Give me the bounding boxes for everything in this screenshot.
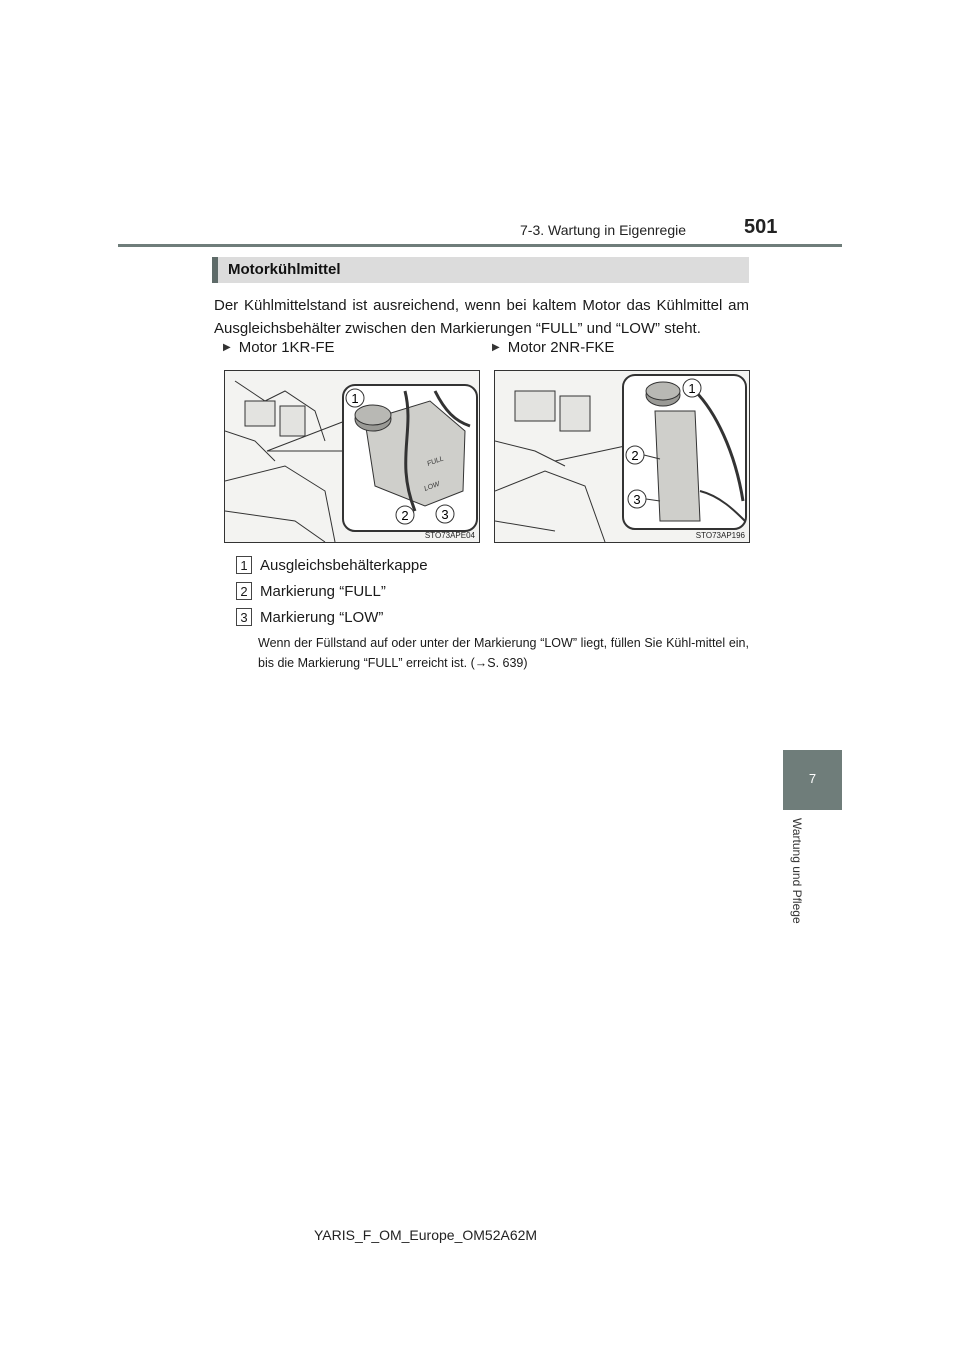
figure-code-1kr: STO73APE04 (424, 531, 475, 540)
chapter-tab: 7 (783, 750, 842, 810)
tank-mark-low: LOW (423, 480, 441, 493)
triangle-bullet-icon: ▶ (223, 342, 231, 353)
marker-2: 2 (631, 448, 639, 463)
legend-text: Ausgleichsbehälterkappe (260, 557, 428, 574)
figure-label-2nr: ▶ Motor 2NR-FKE (492, 339, 615, 356)
footer-doc-id: YARIS_F_OM_Europe_OM52A62M (314, 1227, 538, 1243)
chapter-title: Wartung und Pflege (790, 818, 804, 924)
note-paragraph: Wenn der Füllstand auf oder unter der Markierung “LOW” liegt, füllen Sie Kühl-mittel ein, bis die Markierung “FULL” erreicht ist. (→S. 639) (258, 636, 749, 670)
legend-number: 3 (236, 608, 252, 626)
marker-3: 3 (633, 492, 641, 507)
header-rule (118, 244, 842, 247)
marker-1: 1 (688, 381, 696, 396)
engine-bay-illustration-2nr (495, 371, 749, 542)
legend-number: 2 (236, 582, 252, 600)
tank-mark-full: FULL (426, 455, 445, 468)
marker-1: 1 (351, 391, 359, 406)
triangle-bullet-icon: ▶ (492, 342, 500, 353)
figure-label-1kr: ▶ Motor 1KR-FE (223, 339, 335, 356)
section-heading: Motorkühlmittel (212, 257, 749, 283)
marker-3: 3 (441, 507, 449, 522)
legend-text: Markierung “LOW” (260, 609, 384, 626)
figure-engine-2nr (494, 370, 750, 543)
header-section-title: 7-3. Wartung in Eigenregie (520, 222, 687, 238)
legend-text: Markierung “FULL” (260, 583, 386, 600)
legend-number: 1 (236, 556, 252, 574)
figure-engine-1kr (224, 370, 480, 543)
figure-code-2nr: STO73AP196 (695, 531, 745, 540)
engine-bay-illustration-1kr (225, 371, 479, 542)
page-number: 501 (744, 216, 778, 238)
marker-2: 2 (401, 508, 409, 523)
intro-paragraph: Der Kühlmittelstand ist ausreichend, wenn bei kaltem Motor das Kühlmittel am Ausgleichsbehälter zwischen den Markierungen “FULL” und “LOW” steht. (214, 297, 749, 337)
